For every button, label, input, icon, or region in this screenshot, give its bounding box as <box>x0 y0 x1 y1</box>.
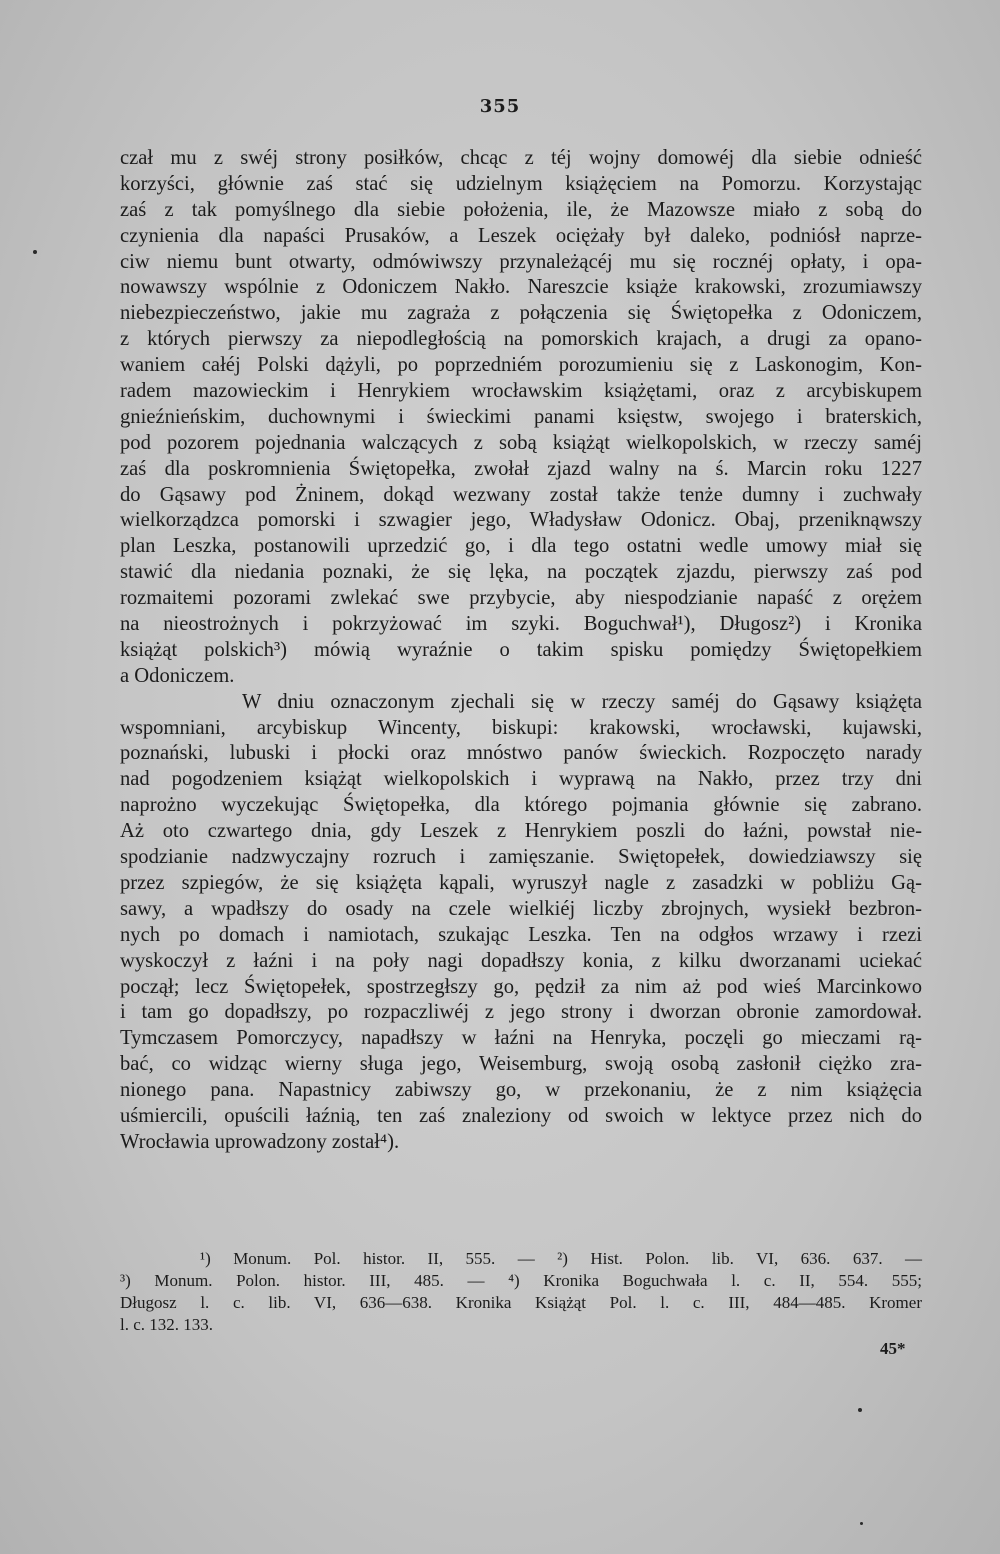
text-line: spodzianie nadzwyczajny rozruch i zamięszanie. Swiętopełek, dowiedziawszy się <box>120 846 922 869</box>
text-line: nad pogodzeniem książąt wielkopolskich i wyprawą na Nakło, przez trzy dni <box>120 768 922 791</box>
text-line: i tam go dopadłszy, po rozpaczliwéj z jego strony i dworzan obronie zamordował. <box>120 1001 922 1024</box>
printer-signature-mark: 45* <box>880 1339 906 1358</box>
text-line: czał mu z swéj strony posiłków, chcąc z téj wojny domowéj dla siebie odnieść <box>120 147 922 169</box>
text-line: bać, co widząc wierny sługa jego, Weisemburg, swoją osobą zasłonił ciężko zra- <box>120 1053 922 1076</box>
text-line: zaś z tak pomyślnego dla siebie położenia, ile, że Mazowsze miało z sobą do <box>120 198 922 221</box>
text-line: czynienia dla napaści Prusaków, a Leszek ociężały był daleko, podniósł naprze- <box>120 224 922 247</box>
text-line: Tymczasem Pomorczycy, napadłszy w łaźni na Henryka, poczęli go mieczami rą- <box>120 1027 922 1050</box>
paper-speck <box>858 1408 862 1412</box>
text-line: niebezpieczeństwo, jakie mu zagraża z połączenia się Świętopełka z Odoniczem, <box>120 302 922 325</box>
footnote-line: ³) Monum. Polon. histor. III, 485. — ⁴) Kronika Boguchwała l. c. II, 554. 555; <box>120 1271 922 1290</box>
text-line: korzyści, głównie zaś stać się udzielnym książęciem na Pomorzu. Korzystając <box>120 172 922 195</box>
text-line: ciw niemu bunt otwarty, odmówiwszy przynależącéj mu się rocznéj opłaty, i opa- <box>120 250 922 273</box>
text-line: poznański, lubuski i płocki oraz mnóstwo panów świeckich. Rozpoczęto narady <box>120 742 922 765</box>
text-line: rozmaitemi pozorami zwlekać swe przybycie, aby niespodzianie napaść z orężem <box>120 587 922 610</box>
text-line: W dniu oznaczonym zjechali się w rzeczy saméj do Gąsawy książęta <box>242 690 922 713</box>
text-line: nowawszy wspólnie z Odoniczem Nakło. Nareszcie książe krakowski, zrozumiawszy <box>120 276 922 299</box>
text-line: wspomniani, arcybiskup Wincenty, biskupi: krakowski, wrocławski, kujawski, <box>120 716 922 739</box>
text-line: naprożno wyczekując Świętopełka, dla którego pojmania głównie się zabrano. <box>120 794 922 817</box>
text-line: do Gąsawy pod Żninem, dokąd wezwany został także tenże dumny i zuchwały <box>120 483 922 506</box>
footnote-line: ¹) Monum. Pol. histor. II, 555. — ²) Hist. Polon. lib. VI, 636. 637. — <box>200 1249 922 1268</box>
text-line: a Odoniczem. <box>120 664 235 687</box>
text-line: plan Leszka, postanowili uprzedzić go, i dla tego ostatni wedle umowy miał się <box>120 535 922 558</box>
text-line: pod pozorem pojednania walczących z sobą książąt wielkopolskich, w rzeczy saméj <box>120 431 922 454</box>
paper-speck <box>860 1522 863 1525</box>
text-line: począł; lecz Świętopełek, spostrzegłszy go, pędził za nim aż pod wieś Marcinkowo <box>120 975 922 998</box>
text-line: gnieźnieńskim, duchownymi i świeckimi panami księstw, swojego i braterskich, <box>120 405 922 428</box>
text-line: zaś dla poskromnienia Świętopełka, zwołał zjazd walny na ś. Marcin roku 1227 <box>120 457 922 480</box>
text-line: przez szpiegów, że się książęta kąpali, wyruszył nagle z zasadzki w pobliżu Gą- <box>120 871 922 894</box>
text-line: książąt polskich³) mówią wyraźnie o takim spisku pomiędzy Świętopełkiem <box>120 638 922 661</box>
main-text <box>120 146 922 1156</box>
text-line: uśmiercili, opuścili łaźnią, ten zaś znaleziony od swoich w lektyce przez nich do <box>120 1104 922 1127</box>
paper-speck <box>33 250 37 254</box>
text-line: radem mazowieckim i Henrykiem wrocławskim książętami, oraz z arcybiskupem <box>120 380 922 403</box>
text-line: stawić dla niedania poznaki, że się lęka, na początek zjazdu, pierwszy zaś pod <box>120 561 922 584</box>
footnote-line: l. c. 132. 133. <box>120 1315 214 1334</box>
page-number: 355 <box>479 96 521 117</box>
text-line: nionego pana. Napastnicy zabiwszy go, w przekonaniu, że z nim książęcia <box>120 1079 922 1102</box>
text-line: na nieostrożnych i pokrzyżować im szyki. Boguchwał¹), Długosz²) i Kronika <box>120 613 922 636</box>
text-line: z których pierwszy za niepodległością na pomorskich krajach, a drugi za opano- <box>120 328 922 351</box>
footnotes <box>120 1248 922 1336</box>
footnote-line: Długosz l. c. lib. VI, 636—638. Kronika Książąt Pol. l. c. III, 484—485. Kromer <box>120 1293 922 1312</box>
text-line: waniem całéj Polski dążyli, po poprzedniém porozumieniu się z Laskonogim, Kon- <box>120 354 922 377</box>
text-line: Wrocławia uprowadzony został⁴). <box>120 1130 400 1153</box>
text-line: wyskoczył z łaźni i na poły nagi dopadłszy konia, z kilku dworzanami uciekać <box>120 949 922 972</box>
text-line: wielkorządzca pomorski i szwagier jego, Władysław Odonicz. Obaj, przeniknąwszy <box>120 509 922 532</box>
text-line: Aż oto czwartego dnia, gdy Leszek z Henrykiem poszli do łaźni, powstał nie- <box>120 820 922 843</box>
text-line: sawy, a wpadłszy do osady na czele wielkiéj liczby zbrojnych, wysiekł bezbron- <box>120 897 922 920</box>
text-line: nych po domach i namiotach, szukając Leszka. Ten na odgłos wrzawy i rzezi <box>120 923 922 946</box>
